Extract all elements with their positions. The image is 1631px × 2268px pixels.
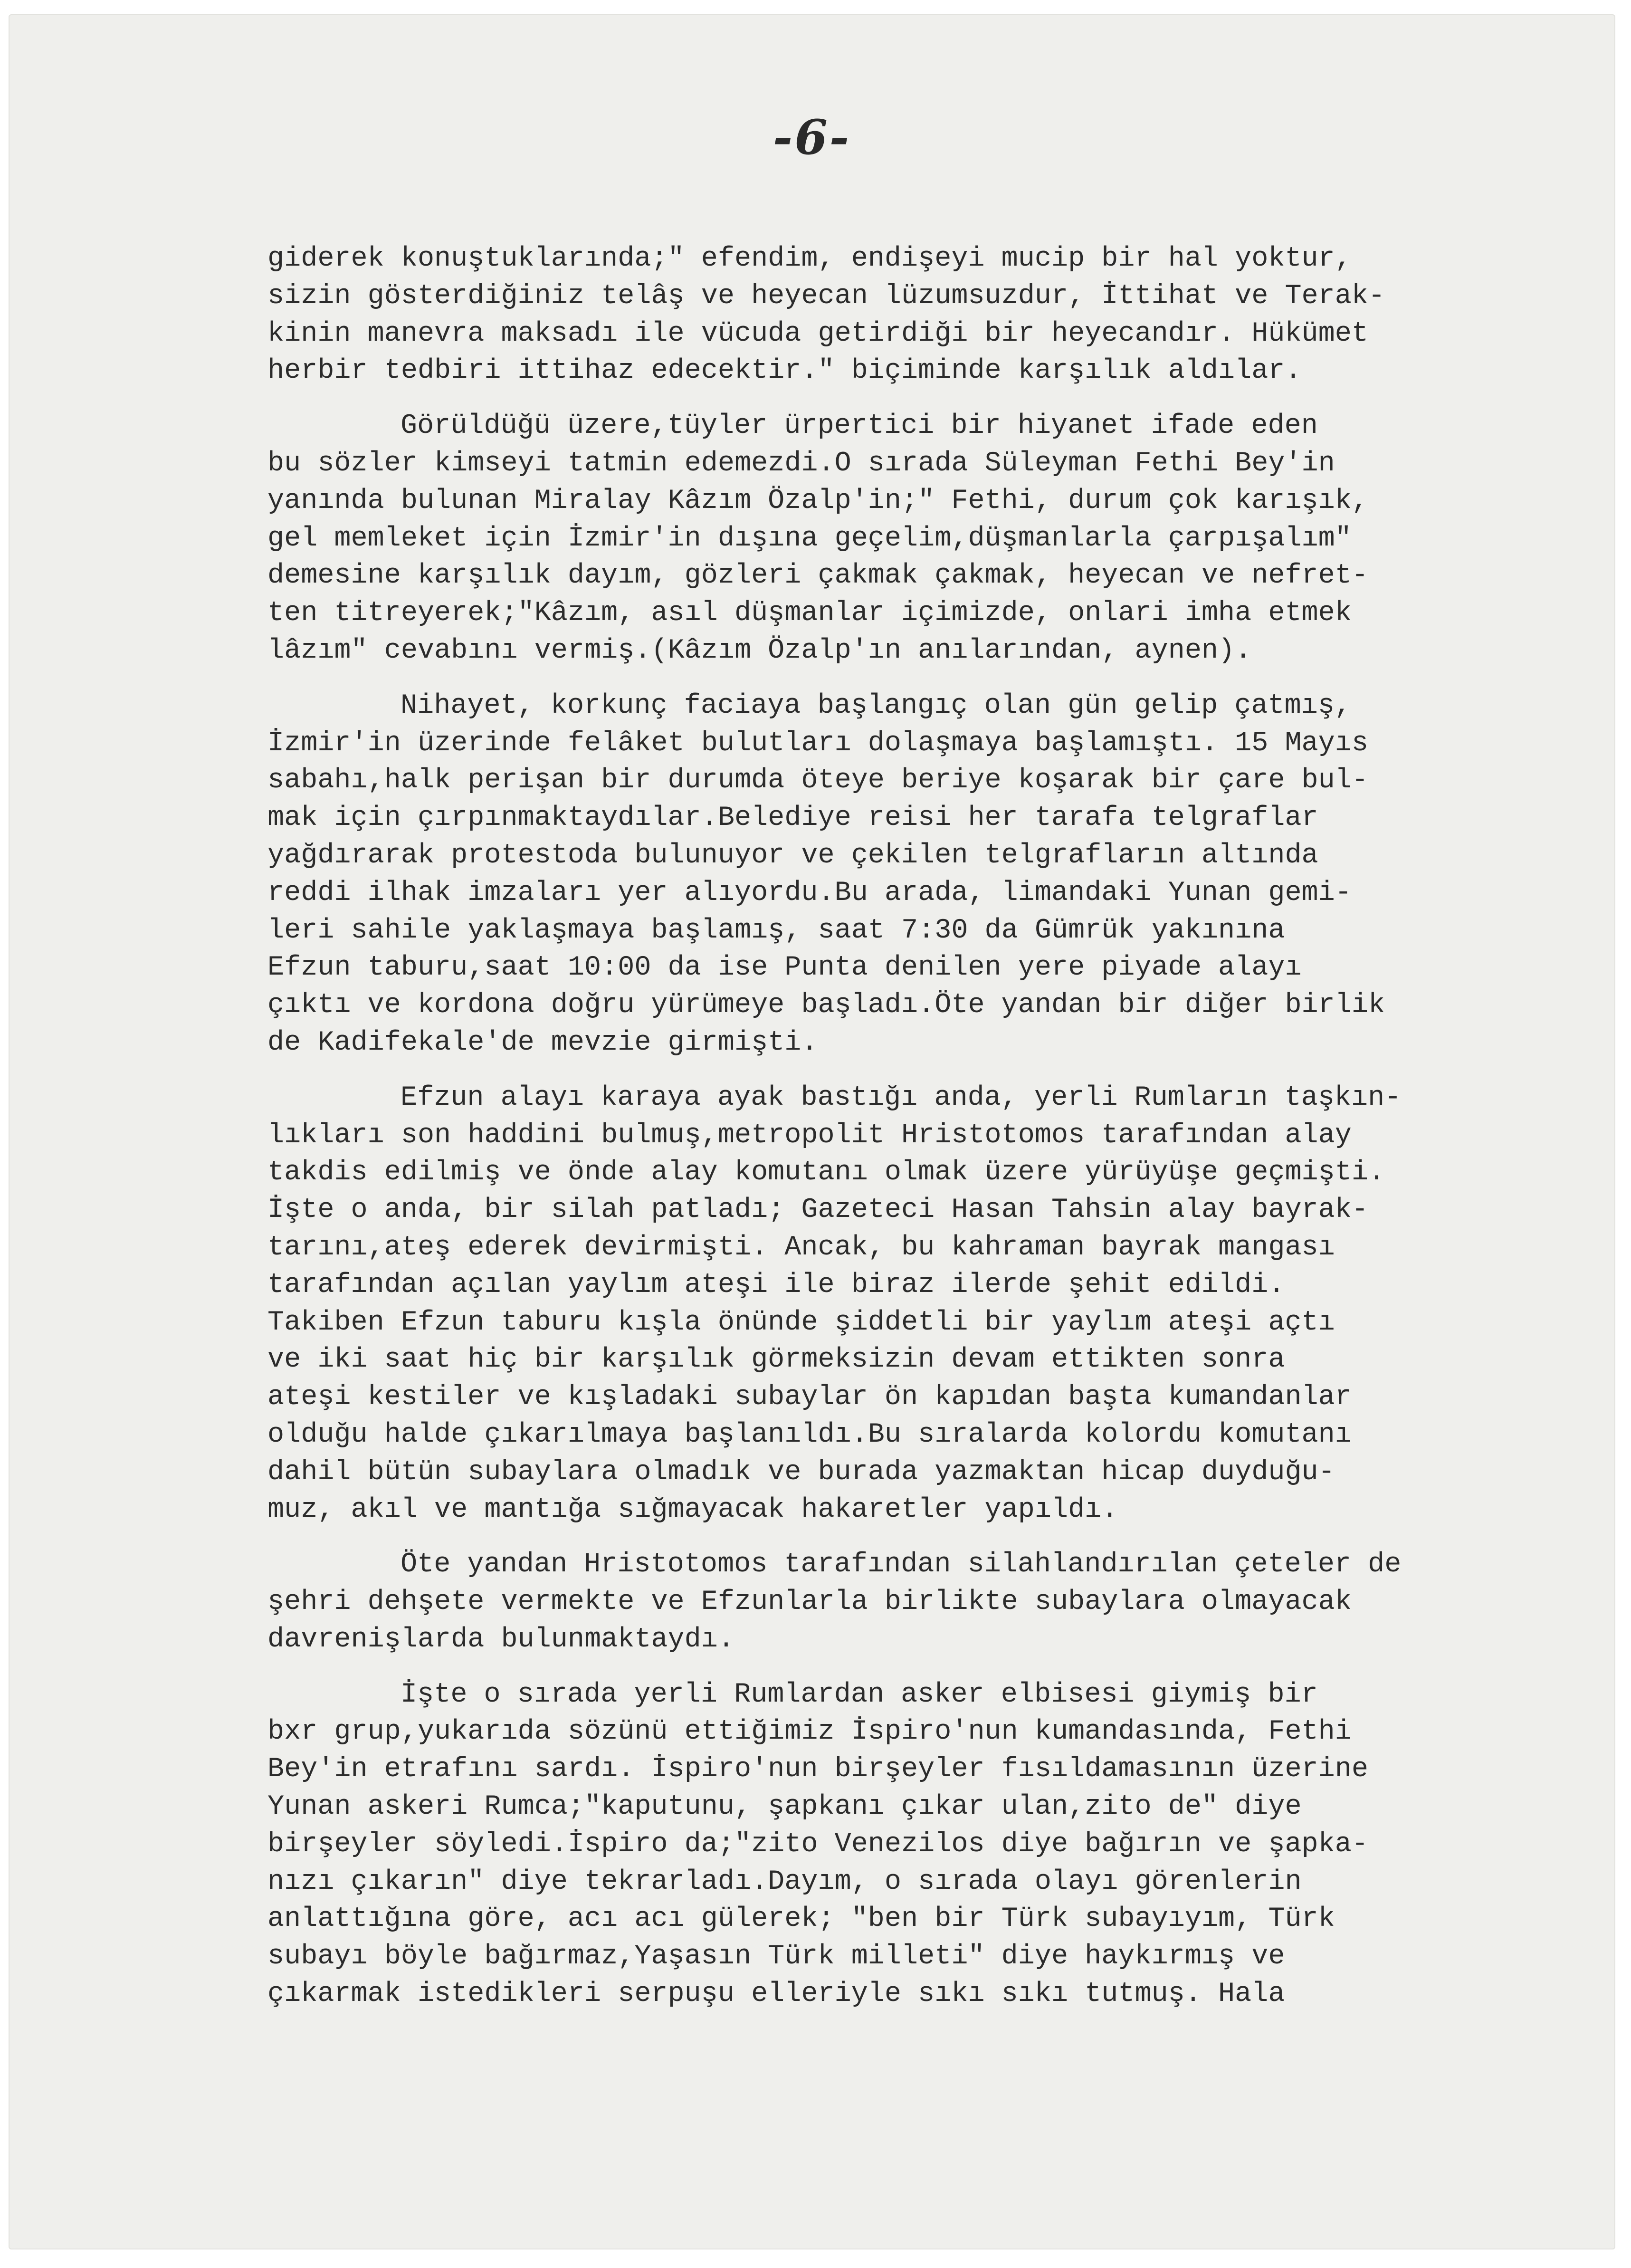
text-line: lâzım" cevabını vermiş.(Kâzım Özalp'ın anılarından, aynen).: [267, 634, 1252, 666]
text-line: çıkarmak istedikleri serpuşu elleriyle sıkı sıkı tutmuş. Hala: [267, 1978, 1285, 2010]
page-number: -6-: [773, 109, 851, 165]
text-line: dahil bütün subaylara olmadık ve burada yazmaktan hicap duyduğu-: [267, 1455, 1335, 1488]
text-line: Efzun taburu,saat 10:00 da ise Punta denilen yere piyade alayı: [267, 951, 1302, 984]
text-line: ateşi kestiler ve kışladaki subaylar ön kapıdan başta kumandanlar: [267, 1381, 1352, 1413]
text-line: Nihayet, korkunç faciaya başlangıç olan gün gelip çatmış,: [401, 689, 1352, 721]
text-line: yanında bulunan Miralay Kâzım Özalp'in;" Fethi, durum çok karışık,: [267, 484, 1368, 517]
text-line: davrenişlarda bulunmaktaydı.: [267, 1623, 734, 1655]
paragraph: [267, 1676, 1579, 2013]
text-line: leri sahile yaklaşmaya başlamış, saat 7:30 da Gümrük yakınına: [267, 914, 1285, 946]
text-line: reddi ilhak imzaları yer alıyordu.Bu arada, limandaki Yunan gemi-: [267, 876, 1352, 909]
text-line: kinin manevra maksadı ile vücuda getirdiği bir heyecandır. Hükümet: [267, 317, 1368, 349]
text-line: İşte o anda, bir silah patladı; Gazeteci Hasan Tahsin alay bayrak-: [267, 1194, 1368, 1226]
text-line: muz, akıl ve mantığa sığmayacak hakaretler yapıldı.: [267, 1493, 1118, 1525]
text-line: bu sözler kimseyi tatmin edemezdi.O sırada Süleyman Fethi Bey'in: [267, 447, 1335, 479]
text-line: tarını,ateş ederek devirmişti. Ancak, bu kahraman bayrak mangası: [267, 1231, 1335, 1263]
paragraph: [267, 1079, 1579, 1529]
body-text: [267, 240, 1579, 2013]
text-line: şehri dehşete vermekte ve Efzunlarla birlikte subaylara olmayacak: [267, 1586, 1352, 1618]
text-line: Öte yandan Hristotomos tarafından silahlandırılan çeteler de: [401, 1548, 1402, 1580]
text-line: Efzun alayı karaya ayak bastığı anda, yerli Rumların taşkın-: [401, 1081, 1402, 1113]
document-page: [9, 14, 1615, 2249]
text-line: Takiben Efzun taburu kışla önünde şiddetli bir yaylım ateşi açtı: [267, 1306, 1335, 1338]
text-line: anlattığına göre, acı acı gülerek; "ben bir Türk subayıyım, Türk: [267, 1903, 1335, 1935]
paragraph: [267, 240, 1579, 390]
text-line: İzmir'in üzerinde felâket bulutları dolaşmaya başlamıştı. 15 Mayıs: [267, 727, 1368, 759]
text-line: lıkları son haddini bulmuş,metropolit Hristotomos tarafından alay: [267, 1119, 1352, 1151]
text-line: çıktı ve kordona doğru yürümeye başladı.Öte yandan bir diğer birlik: [267, 989, 1385, 1021]
text-line: sabahı,halk perişan bir durumda öteye beriye koşarak bir çare bul-: [267, 764, 1368, 796]
text-line: İşte o sırada yerli Rumlardan asker elbisesi giymiş bir: [401, 1678, 1318, 1710]
text-line: nızı çıkarın" diye tekrarladı.Dayım, o sırada olayı görenlerin: [267, 1865, 1302, 1897]
text-line: herbir tedbiri ittihaz edecektir." biçiminde karşılık aldılar.: [267, 354, 1302, 387]
text-line: sizin gösterdiğiniz telâş ve heyecan lüzumsuzdur, İttihat ve Terak-: [267, 279, 1385, 312]
text-line: de Kadifekale'de mevzie girmişti.: [267, 1026, 818, 1058]
text-line: giderek konuştuklarında;" efendim, endişeyi mucip bir hal yoktur,: [267, 242, 1352, 274]
text-line: gel memleket için İzmir'in dışına geçelim,düşmanlarla çarpışalım": [267, 522, 1352, 554]
text-line: ten titreyerek;"Kâzım, asıl düşmanlar içimizde, onlari imha etmek: [267, 597, 1352, 629]
paragraph: [267, 687, 1579, 1062]
text-line: bxr grup,yukarıda sözünü ettiğimiz İspiro'nun kumandasında, Fethi: [267, 1715, 1352, 1748]
paragraph: [267, 407, 1579, 670]
text-line: ve iki saat hiç bir karşılık görmeksizin devam ettikten sonra: [267, 1343, 1285, 1376]
paragraph: [267, 1546, 1579, 1658]
text-line: takdis edilmiş ve önde alay komutanı olmak üzere yürüyüşe geçmişti.: [267, 1156, 1385, 1188]
text-line: Görüldüğü üzere,tüyler ürpertici bir hiyanet ifade eden: [401, 410, 1318, 442]
text-line: tarafından açılan yaylım ateşi ile biraz ilerde şehit edildi.: [267, 1268, 1285, 1301]
text-line: mak için çırpınmaktaydılar.Belediye reisi her tarafa telgraflar: [267, 802, 1318, 834]
text-line: olduğu halde çıkarılmaya başlanıldı.Bu sıralarda kolordu komutanı: [267, 1418, 1352, 1450]
text-line: birşeyler söyledi.İspiro da;"zito Venezilos diye bağırın ve şapka-: [267, 1828, 1368, 1860]
text-line: subayı böyle bağırmaz,Yaşasın Türk milleti" diye haykırmış ve: [267, 1940, 1285, 1972]
text-line: yağdırarak protestoda bulunuyor ve çekilen telgrafların altında: [267, 839, 1318, 871]
text-line: Yunan askeri Rumca;"kaputunu, şapkanı çıkar ulan,zito de" diye: [267, 1790, 1302, 1823]
text-line: Bey'in etrafını sardı. İspiro'nun birşeyler fısıldamasının üzerine: [267, 1753, 1368, 1785]
text-line: demesine karşılık dayım, gözleri çakmak çakmak, heyecan ve nefret-: [267, 559, 1368, 592]
